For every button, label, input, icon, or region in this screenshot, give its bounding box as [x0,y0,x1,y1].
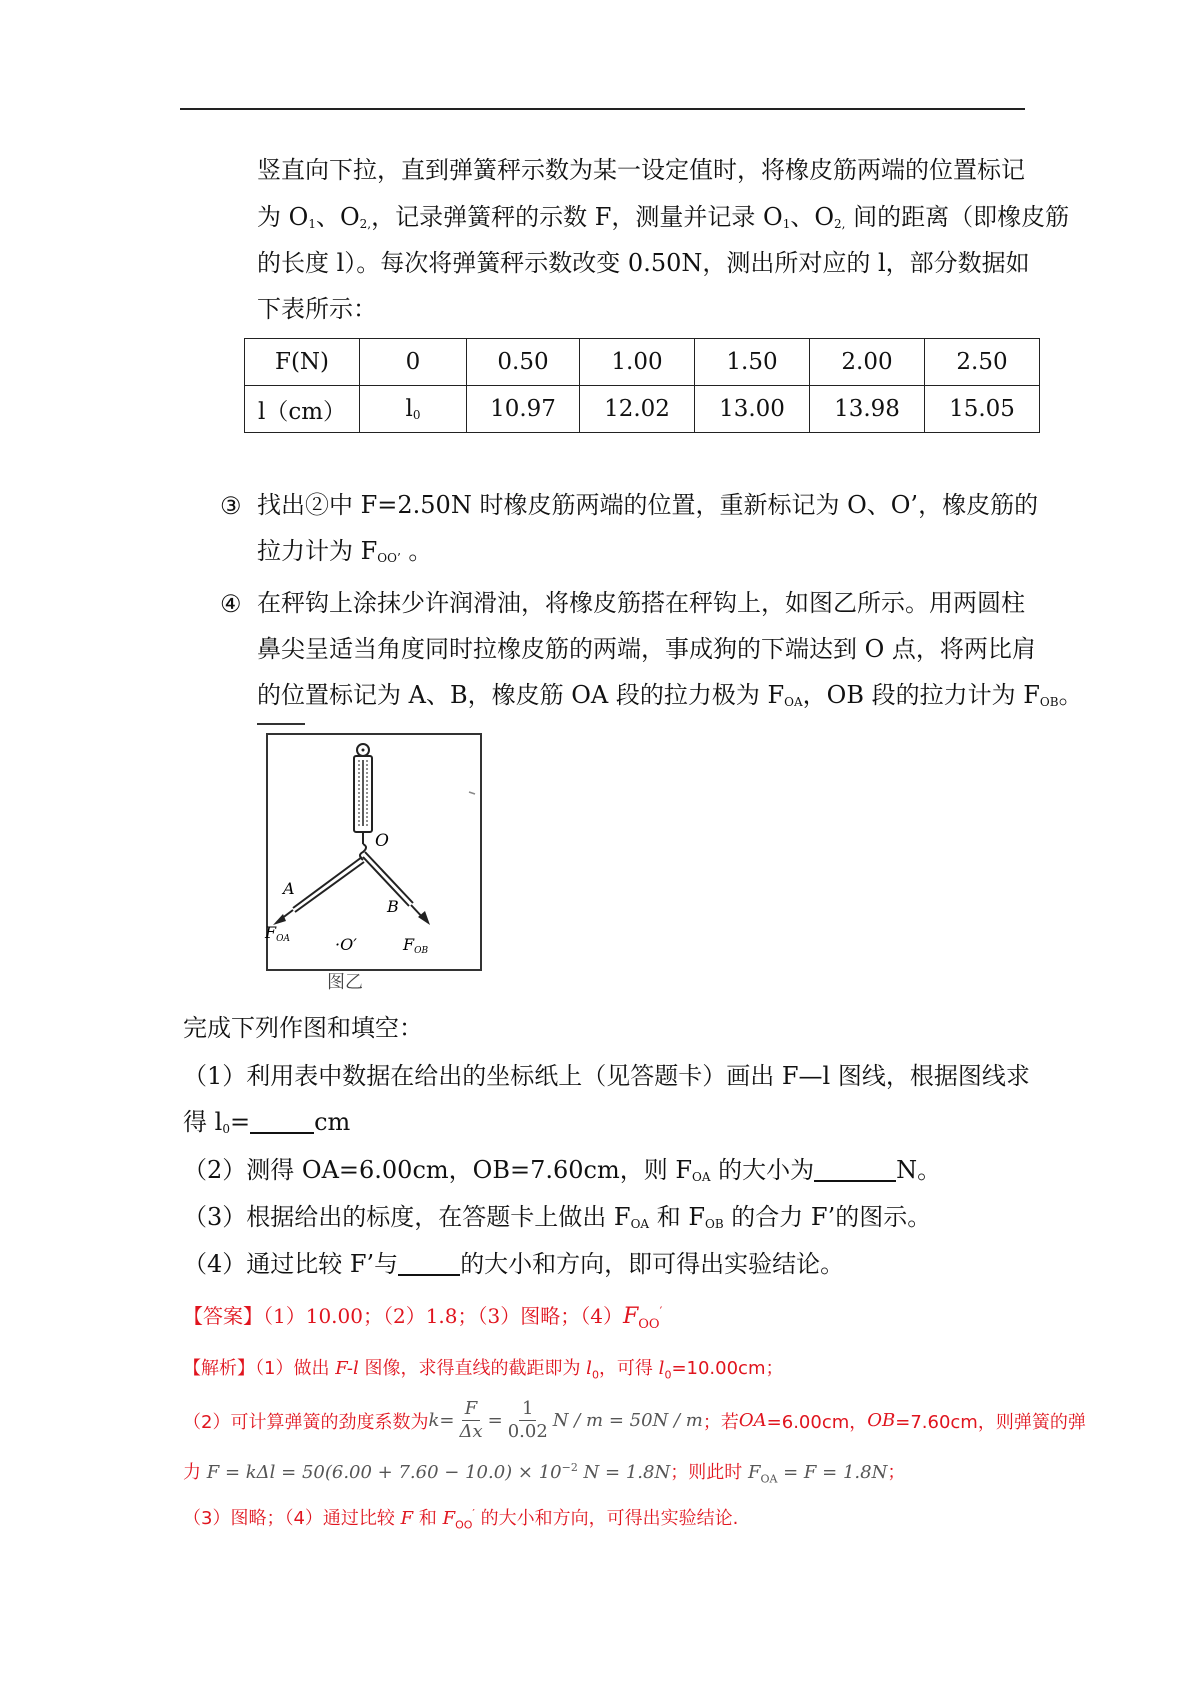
step-4-line-2: 鼻尖呈适当角度同时拉橡皮筋的两端，事成狗的下端达到 O 点，将两比肩 [257,635,1036,663]
figure-caption: 图乙 [327,972,363,992]
table-cell: 2.50 [925,339,1040,386]
analysis-line-2: （2）可计算弹簧的劲度系数为 k = $\frac{F}{\Delta x}$ = $\frac{1}{0.02}$ N / m = 50N / m ；若 OA =6.00cm， OB =7.60cm，则弹簧的弹 [183,1398,1086,1442]
table-cell: 2.00 [810,339,925,386]
table-cell: 10.97 [467,386,580,433]
step-3-line-2: 拉力计为 $F_{OO’}$ 。 [257,537,433,565]
question-3: （3）根据给出的标度，在答题卡上做出 $F_{OA}$ 和 $F_{OB}$ 的合力 F’的图示。 [183,1203,932,1231]
header-rule [180,108,1025,110]
step-4-line-1: 在秤钩上涂抹少许润滑油，将橡皮筋搭在秤钩上，如图乙所示。用两圆柱 [257,589,1025,617]
table-row [245,339,1040,386]
table-cell: 0 [360,339,467,386]
paragraph-line-2: 为 $O_1$、$O_{2,}$，记录弹簧秤的示数 F，测量并记录 $O_1$、$O_{2,}$ 间的距离（即橡皮筋 [257,203,1070,231]
label-foa: FOA [265,923,290,944]
answer-blank-2 [814,1156,896,1182]
table-cell: 0.50 [467,339,580,386]
question-1-line-2: 得 $l_0=$ cm [183,1108,351,1136]
answer-line: 【答案】（1）10.00；（2）1.8；（3）图略；$(4)F_{OO}'$ [183,1304,663,1332]
table-cell: $l_0$ [360,386,467,433]
analysis-line-3: 力 $F = k\Delta l = 50(6.00 + 7.60 - 10.0) \times 10^{-2}$ N = 1.8N；则此时 $F_{OA} = F = 1.8N$； [183,1461,906,1486]
task-intro: 完成下列作图和填空： [183,1014,423,1042]
question-1-line-1: （1）利用表中数据在给出的坐标纸上（见答题卡）画出 F—l 图线，根据图线求 [183,1062,1030,1090]
analysis-line-4: （3）图略；（4）通过比较 F 和 $F_{OO}'$ 的大小和方向，可得出实验结论. [183,1507,739,1532]
data-table [244,338,1040,433]
step-4-marker: ④ [220,590,242,618]
question-4: （4）通过比较 F’与 的大小和方向，即可得出实验结论。 [183,1250,845,1278]
analysis-line-1: 【解析】（1）做出 F-l 图像，求得直线的截距即为 $l_0$，可得 $l_0=10.00cm$； [183,1358,784,1382]
fraction-1-002: $\frac{1}{0.02}$ [507,1398,548,1442]
label-a: A [283,879,295,898]
table-cell: F(N) [245,339,360,386]
answer-blank-1 [250,1108,314,1134]
label-o: O [375,831,389,851]
paragraph-line-4: 下表所示： [257,295,377,323]
figure-yi [255,722,495,992]
table-cell: l（cm） [245,386,360,433]
question-2: （2）测得 OA=6.00cm，OB=7.60cm，则 $F_{OA}$ 的大小为 N。 [183,1156,942,1184]
table-row [245,386,1040,433]
step-3-line-1: 找出②中 F=2.50N 时橡皮筋两端的位置，重新标记为 O、O’，橡皮筋的 [257,491,1039,519]
label-b: B [387,897,399,916]
answer-blank-4 [398,1250,460,1276]
table-cell: 13.98 [810,386,925,433]
table-cell: 13.00 [695,386,810,433]
table-cell: 1.50 [695,339,810,386]
paragraph-line-1: 竖直向下拉，直到弹簧秤示数为某一设定值时，将橡皮筋两端的位置标记 [257,156,1025,184]
table-cell: 1.00 [580,339,695,386]
spring-scale-icon [354,744,372,860]
table-cell: 12.02 [580,386,695,433]
table-cell: 15.05 [925,386,1040,433]
step-4-line-3: 的位置标记为 A、B，橡皮筋 OA 段的拉力极为 $F_{OA}$，OB 段的拉力计为 $F_{OB}$。 [257,681,1083,709]
step-3-marker: ③ [220,492,242,520]
paragraph-line-3: 的长度 l）。每次将弹簧秤示数改变 0.50N，测出所对应的 l，部分数据如 [257,249,1030,277]
label-o-prime: ·O′ [335,935,357,954]
fraction-f-dx: $\frac{F}{\Delta x}$ [459,1398,483,1442]
label-fob: FOB [403,935,429,956]
